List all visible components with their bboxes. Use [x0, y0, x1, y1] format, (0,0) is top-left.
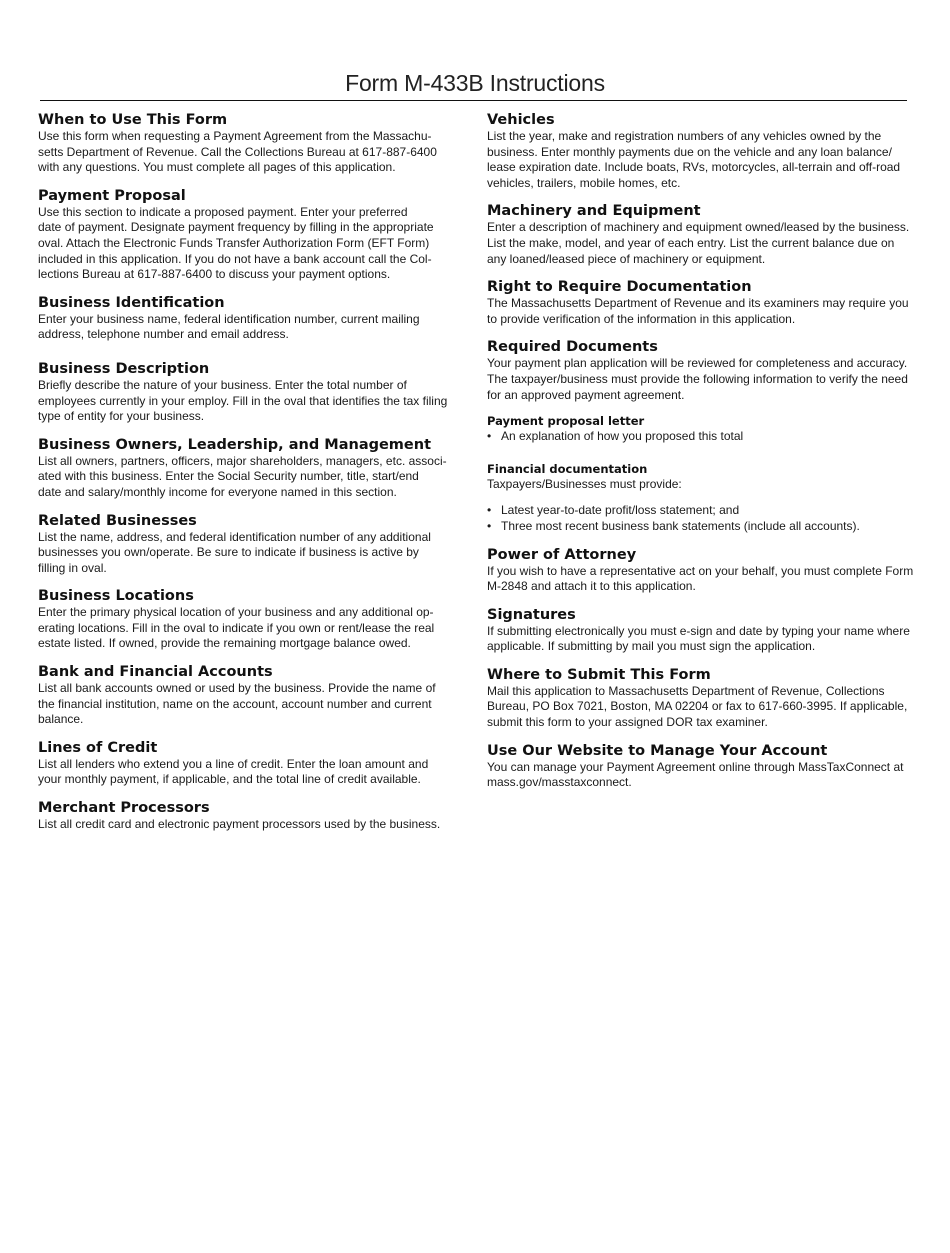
right-column — [487, 111, 933, 791]
section-body: Briefly describe the nature of your business. Enter the total number of employees currently in your employ. Fill in the oval that identifies the tax filing type of entity for your business. — [38, 377, 448, 424]
section-heading: Merchant Processors — [38, 800, 210, 817]
section-when-to-use — [38, 111, 464, 176]
section-business-description — [38, 360, 464, 425]
left-column — [38, 111, 464, 833]
list-item: • Latest year-to-date profit/loss statement; and — [487, 503, 933, 519]
section-power-of-attorney — [487, 546, 933, 595]
section-body: You can manage your Payment Agreement online through MassTaxConnect at mass.gov/masstaxconnect. — [487, 759, 904, 790]
section-website — [487, 742, 933, 791]
section-heading: Use Our Website to Manage Your Account — [487, 742, 828, 759]
section-right-to-require — [487, 278, 933, 327]
page-title: Form M-433B Instructions — [345, 70, 605, 96]
section-body: List all owners, partners, officers, major shareholders, managers, etc. associ- ated with this business. Enter the Social Security number, title, start/end date and salary/monthly income for everyone named in this section. — [38, 453, 447, 499]
proposal-letter-list — [487, 429, 933, 445]
section-heading: Required Documents — [487, 339, 658, 356]
section-heading: Vehicles — [487, 112, 555, 128]
section-business-owners — [38, 436, 464, 501]
section-heading: Lines of Credit — [38, 739, 158, 756]
section-payment-proposal — [38, 187, 464, 283]
section-vehicles — [487, 111, 933, 191]
section-body: Enter the primary physical location of your business and any additional op- erating locations. Fill in the oval to indicate if you own or rent/lease the real estate listed. If owned, provide the remaining mortgage balance owed. — [38, 605, 435, 651]
section-heading: Where to Submit This Form — [487, 666, 711, 683]
section-body: Enter a description of machinery and equipment owned/leased by the business. List the make, model, and year of each entry. List the current balance due on any loaned/leased piece of machinery or equipment. — [487, 220, 910, 266]
section-related-businesses — [38, 512, 464, 577]
section-heading: Payment Proposal — [38, 187, 186, 204]
section-business-identification — [38, 294, 464, 343]
section-body: Your payment plan application will be reviewed for completeness and accuracy. The taxpayer/business must provide the following information to verify the need for an approved payment agreement. — [487, 356, 908, 402]
section-heading: Business Locations — [38, 588, 194, 605]
section-heading: Related Businesses — [38, 512, 197, 529]
section-body: Use this form when requesting a Payment Agreement from the Massachu- setts Department of Revenue. Call the Collections Bureau at 617-887-6400 with any questions. You must complete all pages of this application. — [38, 129, 437, 175]
subheading-proposal-letter: Payment proposal letter — [487, 414, 645, 429]
list-item: • An explanation of how you proposed this total — [487, 429, 933, 445]
financial-intro: Taxpayers/Businesses must provide: — [487, 476, 682, 491]
section-body: Enter your business name, federal identification number, current mailing address, telephone number and email address. — [38, 311, 420, 342]
section-heading: Business Owners, Leadership, and Management — [38, 436, 432, 453]
section-body: List all credit card and electronic payment processors used by the business. — [38, 817, 441, 832]
section-lines-of-credit — [38, 739, 464, 788]
section-heading: Power of Attorney — [487, 546, 637, 563]
section-signatures — [487, 606, 933, 655]
section-body: List the year, make and registration numbers of any vehicles owned by the business. Enter monthly payments due on the vehicle and any loan balance/ lease expiration date. Include boats, RVs, motorcycles, all-terrain and off-road vehicles, trailers, mobile homes, etc. — [487, 129, 901, 190]
section-required-documents — [487, 338, 933, 534]
section-heading: Machinery and Equipment — [487, 203, 701, 220]
title-divider — [40, 100, 907, 101]
section-where-to-submit — [487, 666, 933, 731]
section-body: If submitting electronically you must e-sign and date by typing your name where applicable. If submitting by mail you must sign the application. — [487, 623, 910, 654]
section-body: The Massachusetts Department of Revenue and its examiners may require you to provide verification of the information in this application. — [487, 296, 909, 326]
section-heading: Signatures — [487, 606, 576, 623]
section-bank-accounts — [38, 663, 464, 728]
section-heading: Right to Require Documentation — [487, 279, 752, 296]
section-heading: Business Description — [38, 360, 210, 377]
financial-list — [487, 503, 933, 534]
section-body: List the name, address, and federal identification number of any additional businesses you own/operate. Be sure to indicate if business is active by filling in oval. — [38, 529, 431, 575]
list-item: • Three most recent business bank statements (include all accounts). — [487, 519, 933, 535]
section-body: If you wish to have a representative act on your behalf, you must complete Form M-2848 and attach it to this application. — [487, 563, 914, 594]
section-heading: When to Use This Form — [38, 112, 228, 128]
section-machinery — [487, 202, 933, 267]
subheading-financial-documentation: Financial documentation — [487, 461, 648, 476]
section-merchant-processors — [38, 799, 464, 833]
section-heading: Bank and Financial Accounts — [38, 664, 273, 681]
section-body: Mail this application to Massachusetts Department of Revenue, Collections Bureau, PO Box 7021, Boston, MA 02204 or fax to 617-660-3995. If applicable, submit this form to your assigned DOR tax examiner. — [487, 683, 908, 730]
section-body: List all bank accounts owned or used by the business. Provide the name of the financial institution, name on the account, account number and current balance. — [38, 681, 436, 727]
section-business-locations — [38, 587, 464, 652]
section-body: Use this section to indicate a proposed payment. Enter your preferred date of payment. Designate payment frequency by filling in the appropriate oval. Attach the Electronic Funds Transfer Authorization Form (EFT Form) included in this application. If you do not have a bank account call the Col- lections Bureau at 617-887-6400 to discuss your payment options. — [38, 204, 434, 282]
section-heading: Business Identification — [38, 294, 225, 311]
section-body: List all lenders who extend you a line of credit. Enter the loan amount and your monthly payment, if applicable, and the total line of credit available. — [38, 756, 429, 787]
